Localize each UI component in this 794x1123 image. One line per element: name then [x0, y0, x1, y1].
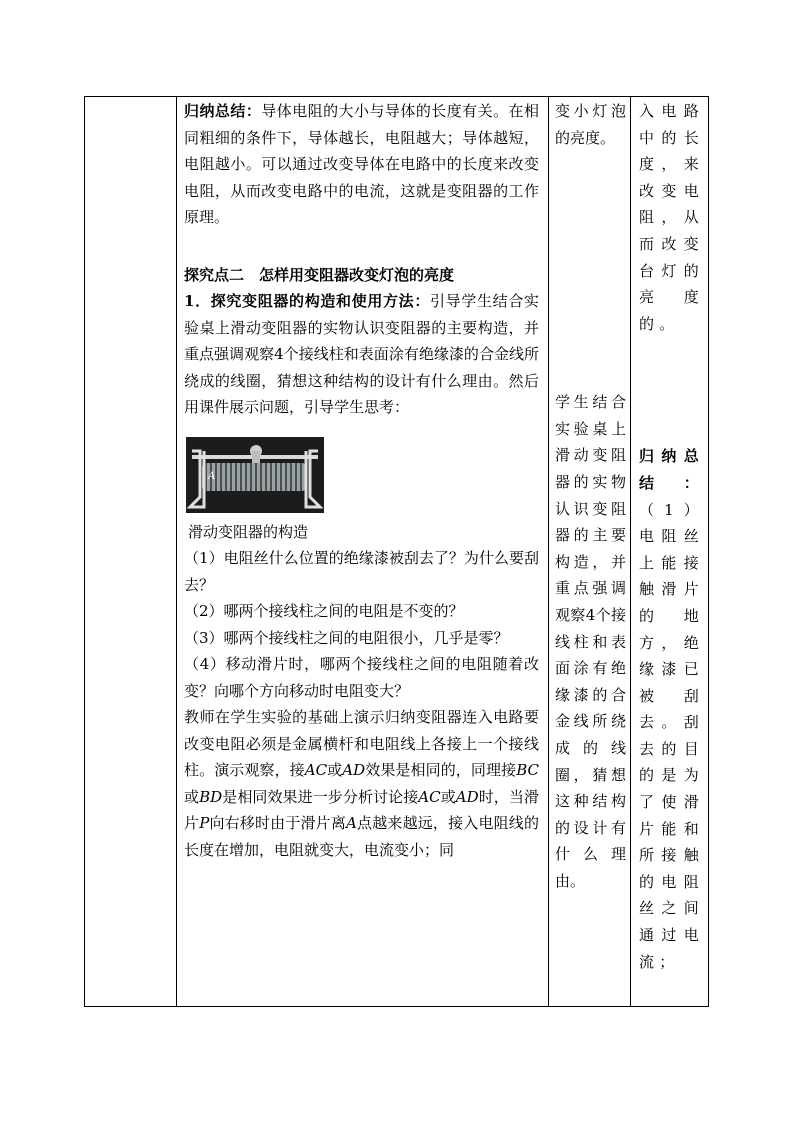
- demo-paragraph: 教师在学生实验的基础上演示归纳变阻器连入电路要改变电阻必须是金属横杆和电阻线上各接上一个接线柱。演示观察，接AC或AD效果是相同的，同理接BC或BD是相同效果进一步分析讨论接AC或AD时，当滑片P向右移时由于滑片离A点越来越远，接入电阻线的长度在增加，电阻就变大，电流变小；同: [184, 708, 539, 859]
- question-4: （4）移动滑片时，哪两个接线柱之间的电阻随着改变？向哪个方向移动时电阻变大？: [184, 655, 539, 700]
- rheostat-drawing: [186, 437, 324, 513]
- student-top-text: 变小灯泡的亮度。: [555, 102, 626, 147]
- question-3: （3）哪两个接线柱之间的电阻很小，几乎是零？: [184, 628, 509, 647]
- design-intent-column: [631, 97, 708, 1006]
- column-1: [85, 97, 176, 1006]
- figure-label-a: A: [208, 470, 216, 482]
- student-activity-column: [549, 97, 629, 1006]
- sub-section-text: 引导学生结合实验桌上滑动变阻器的实物认识变阻器的主要构造，并重点强调观察4个接线柱和表面涂有绝缘漆的合金线所绕成的线圈，猜想这种结构的设计有什么理由。然后用课件展示问题，引导学生思考：: [184, 292, 539, 416]
- question-1: （1）电阻丝什么位置的绝缘漆被刮去了？为什么要刮去？: [184, 549, 539, 594]
- rheostat-image: [186, 437, 324, 513]
- question-2: （2）哪两个接线柱之间的电阻是不变的？: [184, 602, 464, 620]
- design-summary-label: 归纳总结：: [639, 447, 704, 492]
- figure-caption: 滑动变阻器的构造: [188, 522, 309, 541]
- summary-label: 归纳总结：: [184, 102, 262, 120]
- design-top-text: 入电路中的长度，来改变电阻，从而改变台灯的亮度的。: [639, 102, 704, 333]
- summary-text: 导体电阻的大小与导体的长度有关。在相同粗细的条件下，导体越长，电阻越大；导体越短，电阻越小。可以通过改变导体在电路中的长度来改变电阻，从而改变电路中的电流，这就是变阻器的工作原理。: [184, 102, 539, 226]
- student-activity-text: 学生结合实验桌上滑动变阻器的实物认识变阻器的主要构造，并重点强调观察4个接线柱和表面涂有绝缘漆的合金线所绕成的线圈，猜想这种结构的设计有什么理由。: [555, 393, 626, 890]
- design-summary: [639, 443, 704, 975]
- sub-section-label: 1．探究变阻器的构造和使用方法：: [184, 292, 431, 310]
- section-title: 探究点二 怎样用变阻器改变灯泡的亮度: [184, 265, 455, 284]
- lesson-table: [84, 96, 709, 1007]
- summary-paragraph: [184, 98, 539, 231]
- teacher-activity-column: [177, 97, 547, 1006]
- sub-section-paragraph: [184, 288, 539, 421]
- design-summary-text: （1）电阻丝上能接触滑片的地方，绝缘漆已被刮去。刮去的目的是为了使滑片能和所接触的电阻丝之间通过电流；: [639, 500, 704, 971]
